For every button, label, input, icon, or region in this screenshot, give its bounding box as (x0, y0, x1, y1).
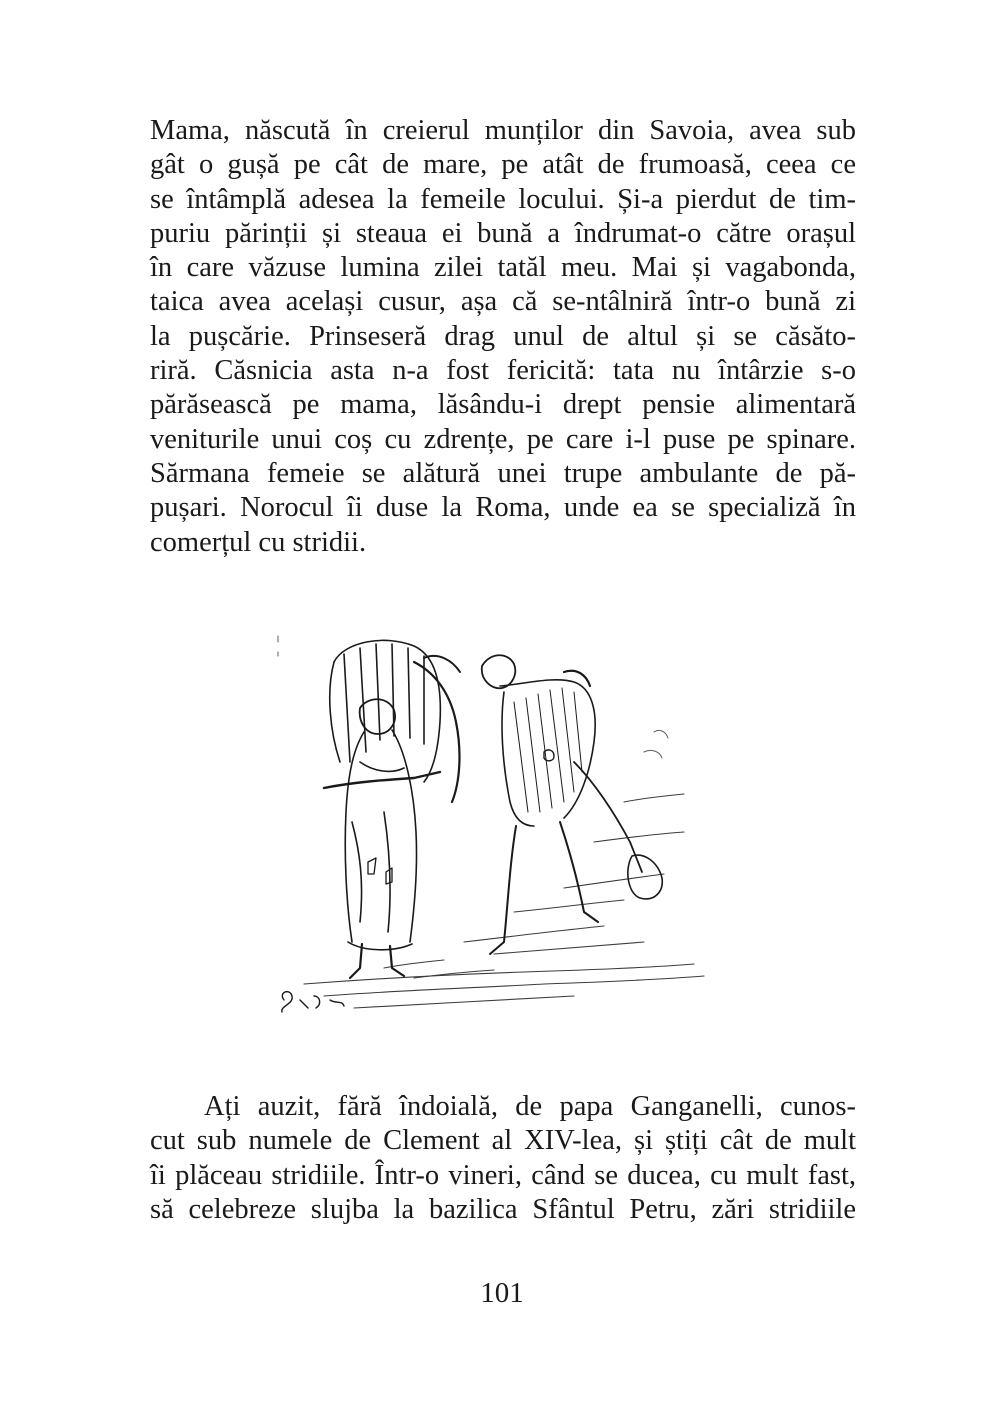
text-line: în care văzuse lumina zilei tatăl meu. Mai și vagabonda, (150, 252, 856, 284)
paragraph-1 (150, 114, 856, 560)
text-line: să celebreze slujba la bazilica Sfântul Petru, zări stridiile (150, 1193, 856, 1225)
text-line: comerțul cu stridii. (150, 526, 367, 558)
text-line: la pușcărie. Prinseseră drag unul de altul și se căsăto- (150, 320, 856, 352)
text-line: puriu părinții și steaua ei bună a îndrumat-o către orașul (150, 217, 856, 249)
text-line: se întâmplă adesea la femeile locului. Și-a pierdut de tim- (150, 183, 856, 215)
ground-hatching (304, 794, 704, 1008)
text-line: părăsească pe mama, lăsându-i drept pensie alimentară (150, 389, 856, 421)
engraving-illustration (264, 612, 724, 1040)
text-line: veniturile unui coș cu zdrențe, pe care i-l puse pe spinare. (150, 423, 856, 455)
text-line: Ați auzit, fără îndoială, de papa Ganganelli, cunos- (204, 1091, 856, 1122)
text-line: îi plăceau stridiile. Într-o vineri, când se ducea, cu mult fast, (150, 1159, 856, 1191)
page-number: 101 (480, 1277, 524, 1309)
text-line: Sărmana femeie se alătură unei trupe ambulante de pă- (150, 457, 856, 489)
text-line: gât o gușă pe cât de mare, pe atât de frumoasă, ceea ce (150, 149, 856, 181)
paragraph-2 (150, 1090, 856, 1227)
man-figure (482, 655, 662, 954)
text-line: Mama, născută în creierul munților din Savoia, avea sub (150, 115, 856, 146)
background-scribbles (278, 636, 668, 758)
text-line: pușari. Norocul îi duse la Roma, unde ea se specializă în (150, 492, 856, 524)
text-line: riră. Căsnicia asta n-a fost fericită: tata nu întârzie s-o (150, 355, 856, 387)
woman-figure (324, 640, 460, 978)
text-line: cut sub numele de Clement al XIV-lea, și știți cât de mult (150, 1125, 856, 1157)
text-line: taica avea același cusur, așa că se-ntâlniră într-o bună zi (150, 286, 856, 318)
